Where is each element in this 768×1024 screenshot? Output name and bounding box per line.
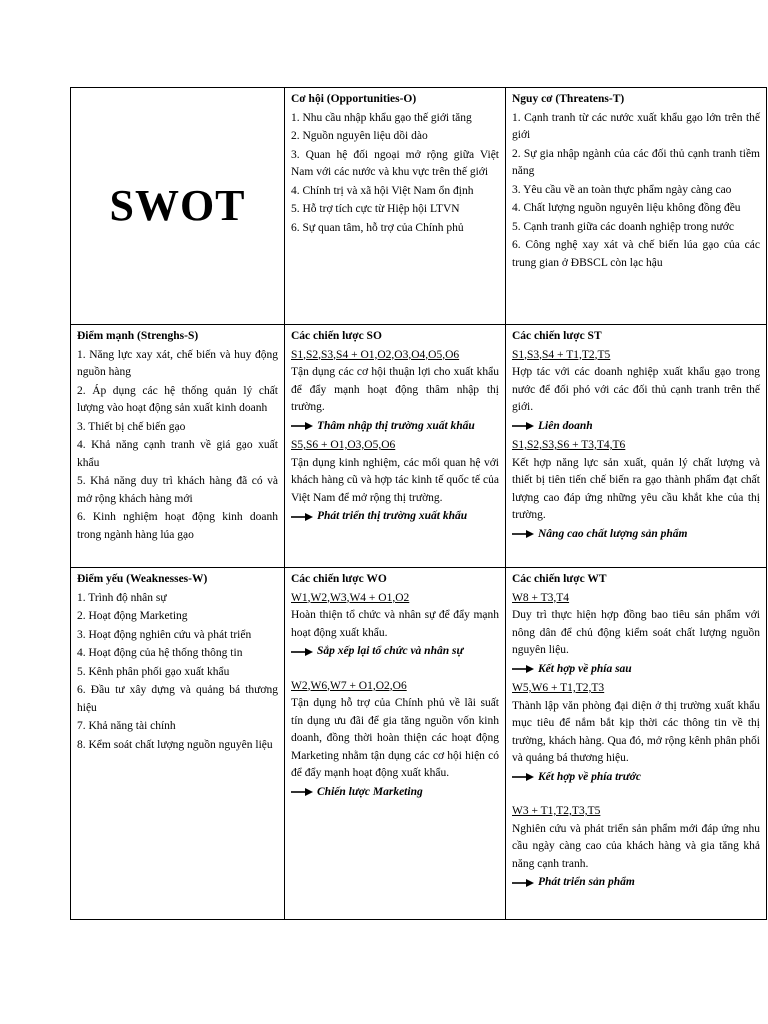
strengths-header: Điểm mạnh (Strenghs-S): [77, 330, 199, 342]
threats-cell: [506, 88, 767, 325]
arrow-right-icon: [512, 421, 534, 431]
strategy-result: [291, 418, 499, 436]
arrow-right-icon: [512, 772, 534, 782]
strategy-formula: S1,S2,S3,S4 + O1,O2,O3,O4,O5,O6: [291, 348, 460, 361]
strategy-description: Tận dụng các cơ hội thuận lợi cho xuất khẩu để đẩy mạnh hoạt động thâm nhập thị trường.: [291, 366, 499, 413]
strategy-description: Duy trì thực hiện hợp đồng bao tiêu sản phẩm với nông dân để chủ động kiểm soát chất lượng nguồn nguyên liệu.: [512, 609, 760, 656]
list-item: 3. Thiết bị chế biến gạo: [77, 420, 186, 433]
strategy-formula: S5,S6 + O1,O3,O5,O6: [291, 439, 396, 451]
strategy-result: [291, 784, 499, 802]
strategy-result-label: Chiến lược Marketing: [317, 785, 423, 798]
strategy-result: [512, 526, 760, 544]
strategy-description: Hoàn thiện tổ chức và nhân sự để đẩy mạnh hoạt động xuất khẩu.: [291, 609, 499, 639]
spacer: [291, 663, 499, 677]
arrow-right-icon: [512, 878, 534, 888]
strategy-description: Nghiên cứu và phát triển sản phẩm mới đáp ứng nhu cầu ngày càng cao của khách hàng và gia tăng khả năng cạnh tranh.: [512, 822, 760, 870]
threats-list: [512, 110, 760, 273]
strategy-result-label: Kết hợp về phía sau: [538, 662, 632, 675]
list-item: 1. Trình độ nhân sự: [77, 591, 167, 604]
strategy-description: Hợp tác với các doanh nghiệp xuất khẩu gạo trong nước để đối phó với các đối thủ cạnh tranh trên thế giới.: [512, 366, 760, 413]
opportunities-cell: [285, 88, 506, 325]
list-item: 8. Kểm soát chất lượng nguồn nguyên liệu: [77, 738, 273, 751]
strategy-description: Thành lập văn phòng đại diện ở thị trường xuất khẩu mục tiêu để nắm bắt kịp thời các thông tin về thị trường, khách hàng. Qua đó, mở rộng kênh phân phối và quảng bá thương hiệu.: [512, 699, 760, 764]
list-item: 4. Chất lượng nguồn nguyên liệu không đồng đều: [512, 202, 741, 214]
strategy-formula: S1,S3,S4 + T1,T2,T5: [512, 348, 611, 361]
list-item: 3. Quan hệ đối ngoại mở rộng giữa Việt Nam với các nước và khu vực trên thế giới: [291, 148, 499, 178]
weaknesses-list: [77, 590, 278, 755]
list-item: 3. Hoạt động nghiên cứu và phát triển: [77, 628, 252, 641]
strategy-result: [512, 769, 760, 787]
strategy-description: Kết hợp năng lực sản xuất, quản lý chất lượng và thiết bị tiên tiến chế biến ra gạo thành phẩm đạt chất lượng cao đáp ứng những yêu cầu khắt khe của thị trường.: [512, 456, 760, 521]
list-item: 6. Công nghệ xay xát và chế biến lúa gạo của các trung gian ở ĐBSCL còn lạc hậu: [512, 239, 760, 269]
strategy-result-label: Thâm nhập thị trường xuất khẩu: [317, 419, 475, 432]
opportunities-list: [291, 110, 499, 238]
list-item: 5. Kênh phân phối gạo xuất khẩu: [77, 665, 230, 678]
list-item: 2. Hoạt động Marketing: [77, 610, 188, 622]
strategy-result: [291, 508, 499, 526]
strategy-result-label: Nâng cao chất lượng sản phẩm: [538, 527, 688, 540]
wo-header: Các chiến lược WO: [291, 573, 387, 585]
so-header: Các chiến lược SO: [291, 330, 382, 342]
strategy-description: Tận dụng kinh nghiệm, các mối quan hệ với khách hàng cũ và hợp tác kinh tế quốc tế của Việt Nam để mở rộng thị trường.: [291, 456, 499, 504]
strategy-result-label: Kết hợp về phía trước: [538, 770, 641, 783]
opportunities-header: Cơ hội (Opportunities-O): [291, 93, 417, 105]
list-item: 4. Hoạt động của hệ thống thông tin: [77, 647, 243, 659]
strengths-list: [77, 347, 278, 545]
list-item: 5. Cạnh tranh giữa các doanh nghiệp trong nước: [512, 220, 734, 233]
list-item: 4. Chính trị và xã hội Việt Nam ổn định: [291, 184, 474, 197]
list-item: 6. Kinh nghiệm hoạt động kinh doanh trong ngành hàng lúa gạo: [77, 511, 278, 541]
list-item: 6. Đầu tư xây dựng và quảng bá thương hiệu: [77, 684, 278, 714]
strategy-formula: W1,W2,W3,W4 + O1,O2: [291, 591, 410, 604]
list-item: 3. Yêu cầu về an toàn thực phẩm ngày càng cao: [512, 183, 732, 196]
strengths-cell: [71, 325, 285, 568]
strategy-formula: S1,S2,S3,S6 + T3,T4,T6: [512, 439, 626, 451]
strategy-result-label: Liên doanh: [538, 419, 593, 432]
strategy-result: [512, 874, 760, 892]
st-strategies-cell: [506, 325, 767, 568]
list-item: 7. Khả năng tài chính: [77, 720, 176, 732]
so-strategies-cell: [285, 325, 506, 568]
list-item: 1. Nhu cầu nhập khẩu gạo thế giới tăng: [291, 111, 472, 124]
wo-strategies-cell: [285, 568, 506, 920]
list-item: 1. Năng lực xay xát, chế biến và huy động nguồn hàng: [77, 348, 278, 378]
list-item: 6. Sự quan tâm, hỗ trợ của Chính phủ: [291, 221, 464, 234]
strategy-formula: W2,W6,W7 + O1,O2,O6: [291, 679, 407, 692]
list-item: 5. Hỗ trợ tích cực từ Hiệp hội LTVN: [291, 203, 460, 215]
arrow-right-icon: [291, 421, 313, 431]
strategy-formula: W3 + T1,T2,T3,T5: [512, 805, 601, 817]
weaknesses-cell: [71, 568, 285, 920]
wt-header: Các chiến lược WT: [512, 573, 607, 585]
threats-header: Nguy cơ (Threatens-T): [512, 93, 625, 105]
strategy-result-label: Phát triển thị trường xuất khẩu: [317, 510, 468, 522]
swot-title: SWOT: [109, 180, 246, 230]
strategy-result: [512, 418, 760, 436]
list-item: 2. Sự gia nhập ngành của các đối thủ cạnh tranh tiềm năng: [512, 147, 760, 177]
weaknesses-header: Điểm yếu (Weaknesses-W): [77, 573, 208, 585]
strategy-formula: W8 + T3,T4: [512, 591, 570, 604]
spacer: [512, 788, 760, 802]
arrow-right-icon: [512, 529, 534, 539]
arrow-right-icon: [291, 512, 313, 522]
list-item: 1. Cạnh tranh từ các nước xuất khẩu gạo lớn trên thế giới: [512, 111, 760, 141]
arrow-right-icon: [291, 647, 313, 657]
list-item: 4. Khả năng cạnh tranh về giá gạo xuất khẩu: [77, 439, 278, 469]
strategy-description: Tận dụng hỗ trợ của Chính phủ về lãi suất tín dụng ưu đãi để gia tăng nguồn vốn kinh doanh, đồng thời hoàn thiện các hoạt động Marketing nhằm tận dụng các cơ hội hiện có để đẩy mạnh hoạt động xuất khẩu.: [291, 697, 499, 779]
list-item: 5. Khả năng duy trì khách hàng đã có và mở rộng khách hàng mới: [77, 475, 278, 505]
strategy-result: [291, 643, 499, 661]
arrow-right-icon: [512, 664, 534, 674]
list-item: 2. Áp dụng các hệ thống quản lý chất lượng vào hoạt động sản xuất kinh doanh: [77, 384, 278, 414]
strategy-result: [512, 661, 760, 679]
strategy-formula: W5,W6 + T1,T2,T3: [512, 682, 605, 694]
swot-matrix: [70, 87, 767, 920]
list-item: 2. Nguồn nguyên liệu dồi dào: [291, 130, 428, 142]
strategy-result-label: Phát triển sản phẩm: [538, 876, 635, 888]
wt-strategies-cell: [506, 568, 767, 920]
strategy-result-label: Sắp xếp lại tổ chức và nhân sự: [317, 645, 464, 657]
st-header: Các chiến lược ST: [512, 330, 602, 342]
swot-title-cell: [71, 88, 285, 325]
arrow-right-icon: [291, 787, 313, 797]
